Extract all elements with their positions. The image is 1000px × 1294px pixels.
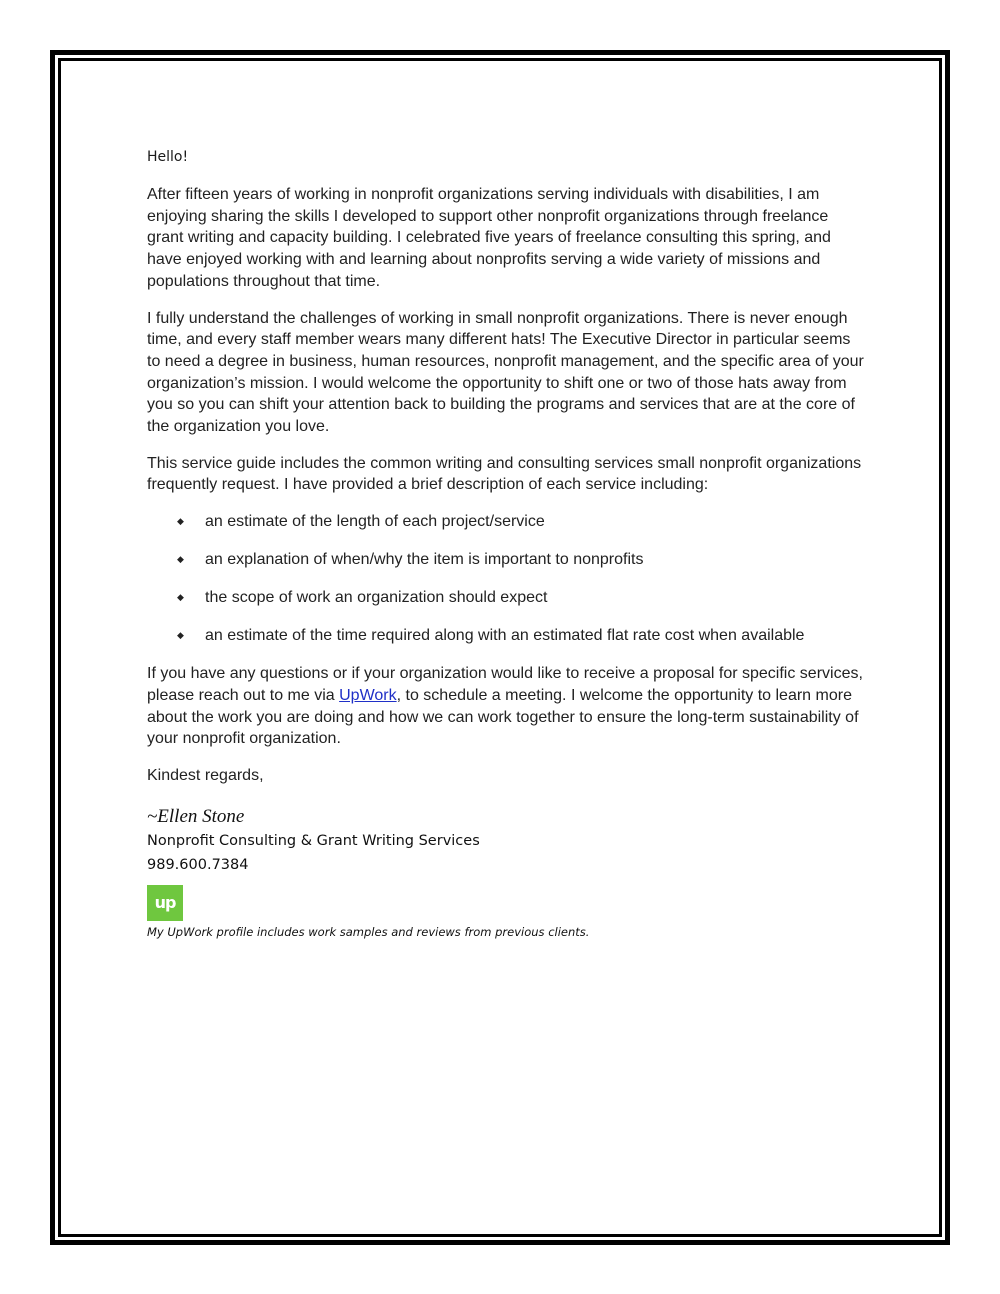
list-item-text: the scope of work an organization should expect: [205, 589, 548, 607]
signature-title: Nonprofit Consulting & Grant Writing Services: [147, 832, 480, 849]
intro-paragraph: After fifteen years of working in nonprofit organizations serving individuals with disabilities, I am enjoying sharing the skills I developed to support other nonprofit organizations through freelance grant writing and capacity building. I celebrated five years of freelance consulting this spring, and have enjoyed working with and learning about nonprofits serving a wide variety of missions and populations throughout that time.: [147, 186, 831, 290]
list-item-text: an estimate of the time required along with an estimated flat rate cost when available: [205, 627, 805, 645]
signature-name: ~Ellen Stone: [147, 805, 245, 827]
upwork-link[interactable]: UpWork: [339, 686, 397, 704]
closing-regards: Kindest regards,: [147, 766, 264, 784]
diamond-bullet-icon: ◆: [177, 630, 184, 641]
upwork-logo-icon[interactable]: [147, 885, 183, 921]
list-item-text: an explanation of when/why the item is important to nonprofits: [205, 551, 644, 569]
list-item-text: an estimate of the length of each project/service: [205, 513, 545, 531]
list-item: [147, 511, 867, 533]
diamond-bullet-icon: ◆: [177, 516, 184, 527]
signature-phone: 989.600.7384: [147, 856, 249, 873]
service-guide-paragraph: This service guide includes the common writing and consulting services small nonprofit organizations frequently request. I have provided a brief description of each service including:: [147, 454, 862, 494]
list-item: [147, 549, 867, 571]
upwork-logo-text: up: [154, 893, 176, 913]
diamond-bullet-icon: ◆: [177, 592, 184, 603]
service-details-list: [147, 511, 867, 647]
diamond-bullet-icon: ◆: [177, 554, 184, 565]
upwork-profile-note: My UpWork profile includes work samples and reviews from previous clients.: [147, 924, 590, 939]
greeting: Hello!: [147, 149, 189, 165]
contact-text-before: If you have any questions or if your organization would like to receive a proposal for specific services, please reach out to me via: [147, 665, 863, 704]
contact-paragraph: [147, 663, 867, 750]
challenges-paragraph: I fully understand the challenges of working in small nonprofit organizations. There is never enough time, and every staff member wears many different hats! The Executive Director in particular seems to need a degree in business, human resources, nonprofit management, and the specific area of your organization’s mission. I would welcome the opportunity to shift one or two of those hats away from you so you can shift your attention back to building the programs and services that are at the core of the organization you love.: [147, 309, 864, 436]
letter-body: [147, 147, 867, 940]
list-item: [147, 625, 867, 647]
list-item: [147, 587, 867, 609]
contact-text-after: , to schedule a meeting. I welcome the opportunity to learn more about the work you are doing and how we can work together to ensure the long-term sustainability of your nonprofit organization.: [147, 686, 859, 748]
